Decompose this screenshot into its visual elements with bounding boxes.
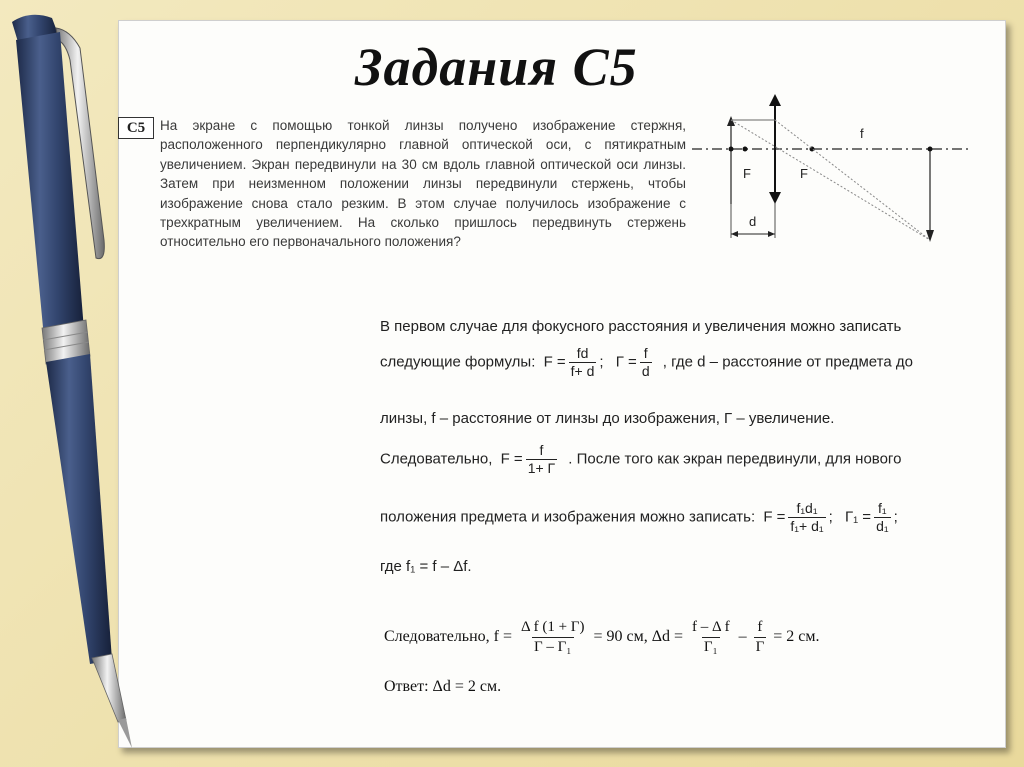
label-d: d [749, 214, 757, 229]
line2-text: следующие формулы: [380, 353, 536, 371]
line4-text: Следовательно, [380, 450, 493, 468]
frac-num: fd [576, 345, 589, 361]
fraction-f1d1 [788, 500, 825, 535]
problem-badge: C5 [118, 117, 154, 139]
frac-num: f [539, 442, 544, 458]
line2-end: , где d – расстояние от предмета до [662, 353, 913, 371]
solution-line-3: линзы, f – расстояние от линзы до изображения, Г – увеличение. [380, 410, 835, 427]
solution-result [384, 618, 984, 657]
formula-Gamma [616, 345, 655, 380]
label-F-left: F [743, 166, 751, 181]
label-F-right: F [800, 166, 808, 181]
solution-line-1: В первом случае для фокусного расстояния и увеличения можно записать [380, 318, 902, 335]
formula-F-gamma [501, 442, 561, 477]
solution-line-4 [380, 442, 980, 477]
formula-F1 [763, 500, 832, 535]
F-eq: F = [543, 353, 566, 371]
fraction-f-df [690, 618, 732, 657]
fraction-f-1G [526, 442, 557, 477]
separator: ; [828, 508, 833, 526]
frac-den: Г – Г₁ [533, 639, 572, 655]
minus-sign: – [738, 628, 747, 646]
solution-line-5 [380, 500, 980, 535]
F-eq: F = [763, 508, 786, 526]
solution-line-2 [380, 345, 980, 380]
problem-text: На экране с помощью тонкой линзы получено изображение стержня, расположенного перпендикулярно главной оптической оси, с пятикратным увеличением. Экран передвинули на 30 см вдоль главной оптической оси линзы. Затем при неизменном положении линзы передвинули стержень, чтобы изображение снова стало резким. В этом случае получилось изображение с трехкратным увеличением. На сколько пришлось передвинуть стержень относительно его первоначального положения? [160, 118, 686, 250]
solution-line-6: где f₁ = f – Δf. [380, 558, 472, 575]
frac-den: f+ d [570, 363, 595, 379]
frac-den: d₁ [876, 518, 889, 534]
line4-end: . После того как экран передвинули, для нового [568, 450, 902, 468]
lens-diagram [688, 92, 978, 252]
result-mid: = 90 см, Δd = [593, 628, 684, 646]
pen-icon [0, 0, 160, 767]
frac-den: Г [755, 639, 765, 655]
fraction-df [519, 618, 586, 657]
fraction-f-d [640, 345, 652, 380]
frac-num: Δ f (1 + Г) [521, 619, 585, 635]
fraction-fd [569, 345, 597, 380]
label-f-top: f [860, 126, 864, 141]
frac-den: 1+ Г [527, 460, 556, 476]
frac-num: f – Δ f [692, 619, 730, 635]
frac-num: f₁d₁ [796, 500, 818, 516]
result-end: = 2 см. [773, 628, 820, 646]
F-eq: F = [500, 450, 523, 468]
frac-den: f₁+ d₁ [790, 518, 824, 534]
fraction-f-G [754, 618, 767, 657]
frac-den: Г₁ [703, 639, 718, 655]
separator: ; [599, 353, 604, 371]
page-title: Задания С5 [355, 37, 638, 97]
separator: ; [893, 508, 898, 526]
formula-Gamma1 [845, 500, 898, 535]
result-text: Следовательно, f = [384, 628, 513, 646]
line5-text: положения предмета и изображения можно записать: [380, 508, 756, 526]
fraction-f1-d1 [874, 500, 891, 535]
frac-num: f₁ [878, 500, 887, 516]
frac-den: d [641, 363, 650, 379]
frac-num: f [757, 619, 763, 635]
frac-num: f [643, 345, 648, 361]
Gamma1-eq: Г₁ = [844, 508, 872, 526]
answer-line: Ответ: Δd = 2 см. [384, 678, 502, 695]
formula-F [544, 345, 604, 380]
Gamma-eq: Г = [615, 353, 637, 371]
